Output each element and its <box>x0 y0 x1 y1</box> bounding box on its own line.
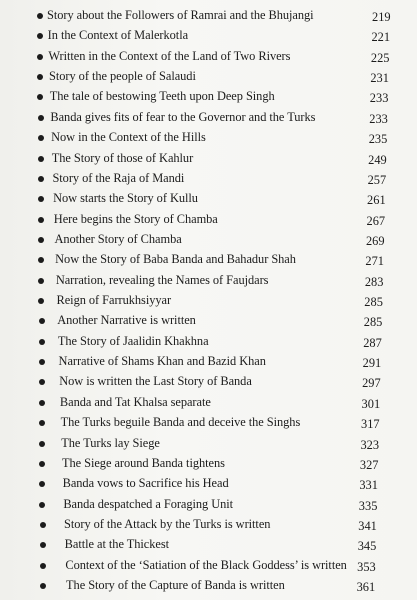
toc-entry-title: Banda gives fits of fear to the Governor and the Turks <box>50 109 316 124</box>
bullet-icon <box>40 522 46 528</box>
toc-entry-page-number: 341 <box>358 518 377 533</box>
toc-entry <box>0 295 417 313</box>
toc-entry-page-number: 285 <box>363 315 383 330</box>
toc-entry <box>0 417 417 435</box>
toc-entry-title: Banda despatched a Foraging Unit <box>63 496 234 511</box>
bullet-icon <box>39 441 45 447</box>
toc-entry-page-number: 353 <box>357 559 376 574</box>
toc-entry <box>0 71 417 89</box>
bullet-icon <box>38 176 44 182</box>
toc-entry-page-number: 301 <box>361 396 381 411</box>
toc-entry <box>0 333 417 354</box>
toc-entry <box>0 30 417 48</box>
bullet-icon <box>38 237 44 243</box>
toc-entry <box>0 254 417 272</box>
bullet-icon <box>40 563 46 569</box>
toc-entry-title: The Siege around Banda tightens <box>61 455 225 470</box>
toc-entry-page-number: 225 <box>370 50 390 65</box>
toc-entry-page-number: 323 <box>360 437 380 452</box>
toc-entry-title: Context of the ‘Satiation of the Black Goddess’ is written <box>65 557 347 572</box>
toc-entry-title: The tale of bestowing Teeth upon Deep Singh <box>49 89 275 104</box>
bullet-icon <box>40 542 46 548</box>
toc-entry <box>0 376 417 394</box>
bullet-icon <box>39 379 45 385</box>
toc-entry-title: In the Context of Malerkotla <box>47 28 189 43</box>
toc-entry <box>0 10 417 28</box>
toc-entry <box>0 211 417 232</box>
toc-entry-page-number: 345 <box>357 539 377 554</box>
toc-entry-page-number: 291 <box>362 356 382 371</box>
toc-entry-page-number: 231 <box>370 71 389 86</box>
toc-entry <box>0 91 417 109</box>
bullet-icon <box>38 196 44 202</box>
toc-entry <box>0 315 417 333</box>
toc-entry <box>0 132 417 150</box>
toc-entry-title: Reign of Farrukhsiyyar <box>56 293 172 307</box>
toc-entry-page-number: 269 <box>365 233 385 248</box>
toc-entry-page-number: 249 <box>368 152 387 167</box>
toc-entry-title: Story of the people of Salaudi <box>49 69 196 84</box>
toc-entry <box>0 478 417 496</box>
toc-entry <box>0 356 417 374</box>
toc-entry-title: Narrative of Shams Khan and Bazid Khan <box>58 354 266 369</box>
toc-entry <box>0 48 417 69</box>
bullet-icon <box>37 74 43 80</box>
toc-entry-page-number: 331 <box>359 478 378 493</box>
toc-entry-title: Here begins the Story of Chamba <box>53 211 218 226</box>
toc-entry <box>0 170 417 191</box>
bullet-icon <box>38 278 44 284</box>
toc-entry-title: The Story of the Capture of Banda is written <box>66 578 285 592</box>
toc-entry <box>0 109 417 130</box>
toc-entry-page-number: 361 <box>356 580 376 594</box>
toc-entry-title: Now starts the Story of Kullu <box>53 191 198 206</box>
toc-entry-title: The Story of Jaalidin Khakhna <box>57 333 209 348</box>
bullet-icon <box>39 339 45 345</box>
toc-entry <box>0 272 417 293</box>
toc-entry <box>0 150 417 171</box>
toc-entry <box>0 193 417 211</box>
toc-entry-page-number: 285 <box>364 295 383 309</box>
toc-entry-title: Narration, revealing the Names of Faujdars <box>55 272 269 287</box>
toc-entry <box>0 231 417 252</box>
toc-entry-title: Now the Story of Baba Banda and Bahadur Shah <box>55 252 296 267</box>
bullet-icon <box>38 257 44 263</box>
toc-entry-title: Now in the Context of the Hills <box>51 130 206 145</box>
toc-entry-title: Story of the Attack by the Turks is written <box>64 516 271 531</box>
toc-entry-page-number: 287 <box>363 335 382 350</box>
toc-entry-page-number: 327 <box>359 457 379 472</box>
toc-entry-title: Banda and Tat Khalsa separate <box>59 394 211 409</box>
bullet-icon <box>39 481 45 487</box>
toc-entry-page-number: 233 <box>369 111 388 126</box>
bullet-icon <box>39 359 45 365</box>
toc-entry-title: Story of the Raja of Mandi <box>52 170 185 185</box>
bullet-icon <box>40 583 46 589</box>
toc-entry-page-number: 283 <box>364 274 384 289</box>
toc-entry-page-number: 235 <box>368 132 388 147</box>
bullet-icon <box>38 156 44 162</box>
bullet-icon <box>37 94 43 100</box>
toc-entry <box>0 394 417 415</box>
toc-entry <box>0 516 417 537</box>
toc-entry <box>0 455 417 476</box>
toc-entry-title: Written in the Context of the Land of Two Rivers <box>48 48 291 63</box>
bullet-icon <box>39 400 45 406</box>
toc-entry-page-number: 257 <box>367 172 387 187</box>
toc-entry-title: Battle at the Thickest <box>64 537 169 552</box>
toc-entry-title: Another Story of Chamba <box>54 231 182 246</box>
toc-entry-page-number: 267 <box>366 213 386 228</box>
toc-entry-title: Now is written the Last Story of Banda <box>59 374 252 389</box>
toc-entry-title: The Story of those of Kahlur <box>51 150 194 165</box>
toc-entry-page-number: 297 <box>362 376 381 391</box>
toc-entry-title: The Turks lay Siege <box>61 435 160 450</box>
bullet-icon <box>37 13 43 19</box>
toc-entry-page-number: 221 <box>371 30 391 45</box>
toc-entry-page-number: 261 <box>367 193 386 208</box>
bullet-icon <box>39 318 45 324</box>
toc-entry-title: Another Narrative is written <box>57 313 196 328</box>
bullet-icon <box>38 135 44 141</box>
toc-entry-title: Story about the Followers of Ramrai and the Bhujangi <box>47 8 314 22</box>
toc-entry <box>0 496 417 517</box>
bullet-icon <box>38 298 44 304</box>
toc-entry-page-number: 335 <box>358 498 378 513</box>
toc-entry-page-number: 271 <box>365 254 384 269</box>
toc-entry <box>0 539 417 557</box>
bullet-icon <box>38 115 44 121</box>
bullet-icon <box>39 461 45 467</box>
bullet-icon <box>39 420 45 426</box>
bullet-icon <box>38 217 44 223</box>
toc-entry-page-number: 233 <box>369 91 389 106</box>
bullet-icon <box>37 33 43 39</box>
toc-entry-page-number: 317 <box>361 417 380 432</box>
toc-entry-page-number: 219 <box>372 10 391 24</box>
bullet-icon <box>39 502 45 508</box>
toc-entry <box>0 580 417 598</box>
toc-entry <box>0 435 417 456</box>
toc-entry-title: The Turks beguile Banda and deceive the Singhs <box>60 415 301 430</box>
bullet-icon <box>37 54 43 60</box>
toc-entry-title: Banda vows to Sacrifice his Head <box>62 476 229 491</box>
toc-entry <box>0 557 417 578</box>
